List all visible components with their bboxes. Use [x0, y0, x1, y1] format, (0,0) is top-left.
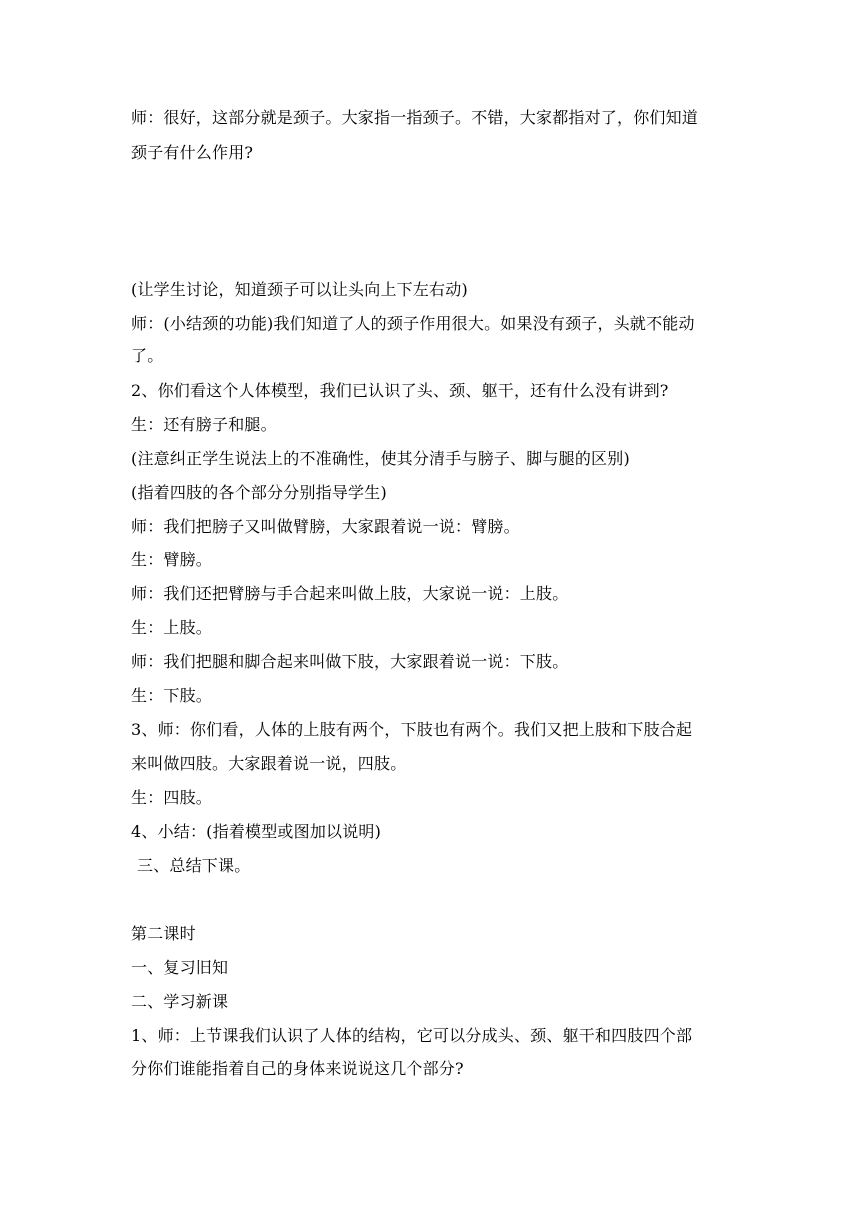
- section-heading: 二、学习新课: [131, 992, 229, 1011]
- paragraph-line: 师：很好，这部分就是颈子。大家指一指颈子。不错，大家都指对了，你们知道: [131, 108, 699, 127]
- paragraph-line: 生：上肢。: [131, 618, 213, 637]
- paragraph-line: (让学生讨论，知道颈子可以让头向上下左右动): [131, 280, 468, 299]
- paragraph-line: 生：下肢。: [131, 686, 213, 705]
- paragraph-line: 2、你们看这个人体模型，我们已认识了头、颈、躯干，还有什么没有讲到?: [131, 381, 669, 400]
- paragraph-line: 4、小结：(指着模型或图加以说明): [131, 822, 382, 841]
- paragraph-line: (注意纠正学生说法上的不准确性，使其分清手与膀子、脚与腿的区别): [131, 449, 630, 468]
- paragraph-line: (指着四肢的各个部分分别指导学生): [131, 483, 387, 502]
- paragraph-line: 分你们谁能指着自己的身体来说说这几个部分?: [131, 1059, 464, 1078]
- section-heading: 一、复习旧知: [131, 958, 229, 977]
- paragraph-line: 来叫做四肢。大家跟着说一说，四肢。: [131, 754, 407, 773]
- paragraph-line: 师：(小结颈的功能)我们知道了人的颈子作用很大。如果没有颈子，头就不能动: [131, 314, 695, 333]
- paragraph-line: 了。: [131, 346, 164, 365]
- paragraph-line: 3、师：你们看，人体的上肢有两个，下肢也有两个。我们又把上肢和下肢合起: [131, 720, 693, 739]
- paragraph-line: 1、师：上节课我们认识了人体的结构，它可以分成头、颈、躯干和四肢四个部: [131, 1026, 693, 1045]
- paragraph-line: 生：四肢。: [131, 788, 213, 807]
- paragraph-line: 师：我们把腿和脚合起来叫做下肢，大家跟着说一说：下肢。: [131, 652, 569, 671]
- paragraph-line: 师：我们还把臂膀与手合起来叫做上肢，大家说一说：上肢。: [131, 584, 569, 603]
- paragraph-line: 生：臂膀。: [131, 550, 213, 569]
- paragraph-line: 师：我们把膀子又叫做臂膀，大家跟着说一说：臂膀。: [131, 517, 520, 536]
- section-heading: 三、总结下课。: [137, 856, 251, 875]
- section-heading: 第二课时: [131, 924, 196, 943]
- paragraph-line: 生：还有膀子和腿。: [131, 415, 277, 434]
- paragraph-line: 颈子有什么作用?: [131, 143, 254, 162]
